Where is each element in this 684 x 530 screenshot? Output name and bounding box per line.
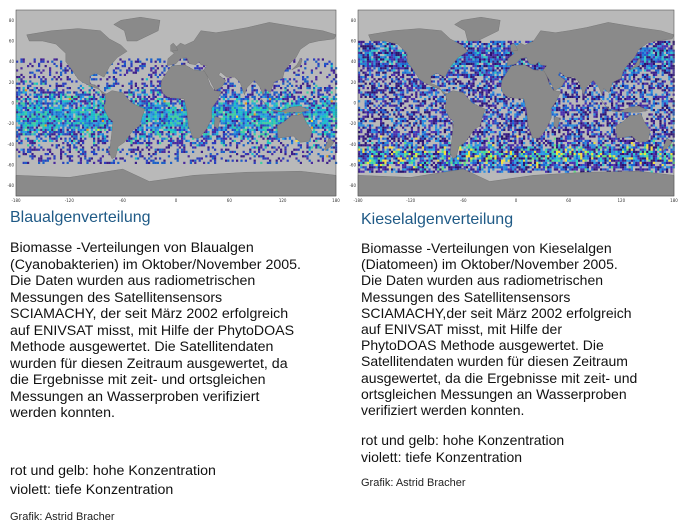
description-line: Biomasse -Verteilungen von Kieselalgen [361, 240, 612, 256]
description-line: wurden für diesen Zeitraum ausgewertet, da [10, 355, 288, 372]
lon-tick-label: -120 [64, 198, 74, 203]
description-line: Satellitendaten wurden für diesen Zeitraum [361, 353, 628, 370]
description-line: SCIAMACHY,der seit März 2002 erfolgreich [361, 304, 632, 321]
lat-tick-label: 60 [8, 38, 14, 44]
lat-tick-label: 20 [8, 79, 14, 85]
description-line: (Cyanobakterien) im Oktober/November 2005. [10, 256, 301, 273]
description-line: ortsgleichen Messungen an Wasserproben [361, 385, 627, 402]
lat-tick-label: 20 [350, 79, 356, 85]
lat-tick-label: -40 [7, 141, 14, 147]
description-line: werden konnten. [10, 405, 115, 421]
description-line: Messungen an Wasserproben verifiziert [10, 388, 260, 405]
lat-tick-label: 40 [8, 59, 14, 65]
right-title: Kieselalgenverteilung [361, 211, 514, 228]
description-line: die Ergebnisse mit zeit- und ortsgleichen [10, 372, 266, 388]
lat-tick-label: 40 [350, 59, 356, 65]
lat-tick-label: 80 [350, 17, 356, 23]
left-description [10, 240, 350, 422]
lat-tick-label: 0 [353, 100, 356, 106]
left-map-frame [4, 4, 344, 206]
right-description [361, 240, 681, 418]
right-legend-high: rot und gelb: hohe Konzentration [361, 432, 565, 448]
lat-tick-label: 80 [8, 17, 14, 23]
world-map-diatoms [346, 4, 682, 206]
lon-tick-label: 60 [566, 198, 572, 203]
description-line: auf ENIVSAT misst, mit Hilfe der [361, 321, 562, 338]
lon-tick-label: -180 [353, 198, 363, 203]
lon-tick-label: 180 [670, 198, 678, 203]
world-map-cyanobacteria [4, 4, 344, 206]
lon-tick-label: -60 [119, 198, 126, 203]
right-legend-low: violett: tiefe Konzentration [361, 449, 523, 465]
lat-tick-label: -80 [349, 183, 356, 189]
lon-tick-label: 0 [514, 198, 518, 203]
description-line: ausgewertet, da die Ergebnisse mit zeit- und [361, 369, 638, 386]
description-line: Die Daten wurden aus radiometrischen [10, 273, 256, 289]
lon-tick-label: 120 [278, 198, 287, 203]
lat-tick-label: -60 [349, 162, 356, 168]
description-line: Methode ausgewertet. Die Satellitendaten [10, 339, 274, 355]
lat-tick-label: -40 [349, 141, 356, 147]
left-title: Blaualgenverteilung [10, 209, 151, 226]
lon-tick-label: 0 [174, 198, 178, 203]
right-credit: Grafik: Astrid Bracher [361, 477, 466, 489]
description-line: Messungen des Satellitensensors [10, 289, 223, 306]
lon-tick-label: -120 [406, 198, 416, 203]
lon-tick-label: 120 [617, 198, 626, 203]
lon-tick-label: -60 [460, 198, 467, 203]
lon-tick-label: 180 [332, 198, 340, 203]
right-map-frame [346, 4, 682, 206]
lat-tick-label: 60 [350, 38, 356, 44]
description-line: PhytoDOAS Methode ausgewertet. Die [361, 337, 604, 354]
left-legend-low: violett: tiefe Konzentration [10, 482, 174, 498]
description-line: SCIAMACHY, der seit März 2002 erfolgreich [10, 306, 289, 322]
description-line: (Diatomeen) im Oktober/November 2005. [361, 256, 618, 273]
lat-tick-label: -60 [7, 162, 14, 168]
lat-tick-label: -20 [349, 121, 356, 127]
lat-tick-label: -80 [7, 183, 14, 189]
description-line: Messungen des Satellitensensors [361, 288, 571, 305]
lon-tick-label: -180 [11, 198, 21, 203]
lat-tick-label: -20 [7, 121, 14, 127]
lon-tick-label: 60 [226, 198, 232, 203]
description-line: Biomasse -Verteilungen von Blaualgen [10, 240, 254, 256]
description-line: verifiziert werden konnten. [361, 402, 525, 419]
left-legend-high: rot und gelb: hohe Konzentration [10, 463, 216, 479]
description-line: auf ENIVSAT misst, mit Hilfe der PhytoDOAS [10, 322, 295, 339]
description-line: Die Daten wurden aus radiometrischen [361, 272, 604, 289]
lat-tick-label: 0 [11, 100, 14, 106]
left-credit: Grafik: Astrid Bracher [10, 511, 115, 523]
